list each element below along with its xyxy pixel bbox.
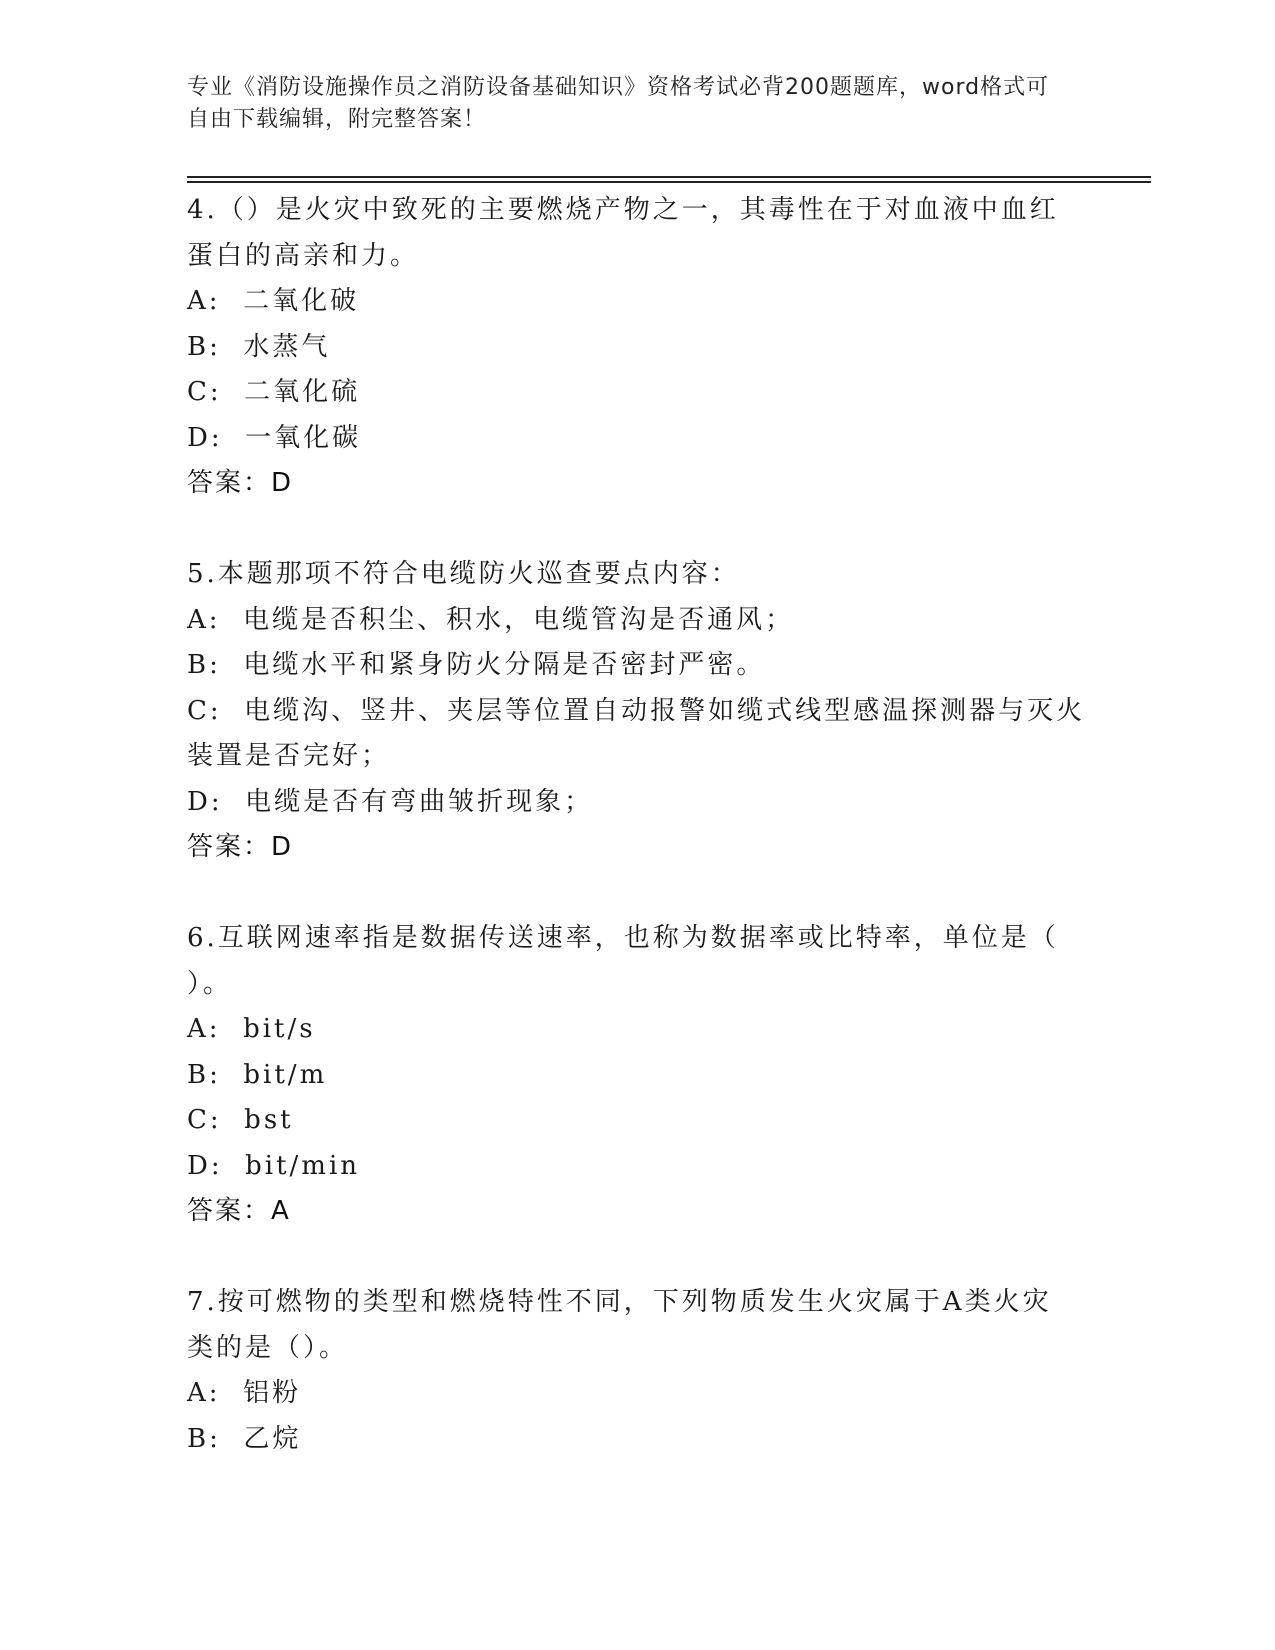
header-divider-bottom xyxy=(187,181,1151,183)
option-a: A: bit/s xyxy=(187,1014,316,1044)
document-header: 专业《消防设施操作员之消防设备基础知识》资格考试必背200题题库，word格式可自由下载编辑，附完整答案！ xyxy=(187,75,1050,132)
option-d: D: 一氧化碳 xyxy=(187,422,362,453)
question-stem: 7.按可燃物的类型和燃烧特性不同，下列物质发生火灾属于A类火灾 xyxy=(187,1287,1052,1317)
option-a: A: 二氧化破 xyxy=(187,286,360,316)
question-stem: 4.（）是火灾中致死的主要燃烧产物之一，其毒性在于对血液中血红 xyxy=(187,195,1059,225)
question-6 xyxy=(187,916,1087,1235)
answer-label: 答案：D xyxy=(187,468,294,498)
option-c: C: 电缆沟、竖井、夹层等位置自动报警如缆式线型感温探测器与灭火 xyxy=(187,695,1086,726)
question-stem: 5.本题那项不符合电缆防火巡查要点内容： xyxy=(187,559,740,589)
question-stem: 蛋白的高亲和力。 xyxy=(187,240,420,271)
question-4 xyxy=(187,188,1087,507)
option-c: C: 二氧化硫 xyxy=(187,377,361,407)
option-d: D: bit/min xyxy=(187,1150,361,1181)
question-stem: 类的是（）。 xyxy=(187,1332,349,1363)
option-c-continued: 装置是否完好； xyxy=(187,741,391,771)
question-7 xyxy=(187,1280,1087,1462)
option-b: B: 电缆水平和紧身防火分隔是否密封严密。 xyxy=(187,650,766,680)
answer-label: 答案：A xyxy=(187,1196,291,1226)
header-divider-top xyxy=(187,176,1151,178)
option-b: B: bit/m xyxy=(187,1059,328,1090)
answer-label: 答案：D xyxy=(187,832,294,862)
question-stem: ）。 xyxy=(187,968,233,999)
question-stem: 6.互联网速率指是数据传送速率，也称为数据率或比特率，单位是（ xyxy=(187,923,1059,953)
option-d: D: 电缆是否有弯曲皱折现象； xyxy=(187,786,594,817)
question-5 xyxy=(187,552,1087,871)
option-a: A: 电缆是否积尘、积水，电缆管沟是否通风； xyxy=(187,604,795,635)
question-list xyxy=(187,188,1087,1508)
option-a: A: 铝粉 xyxy=(187,1378,302,1408)
option-b: B: 水蒸气 xyxy=(187,331,331,362)
option-b: B: 乙烷 xyxy=(187,1423,302,1454)
option-c: C: bst xyxy=(187,1105,294,1135)
